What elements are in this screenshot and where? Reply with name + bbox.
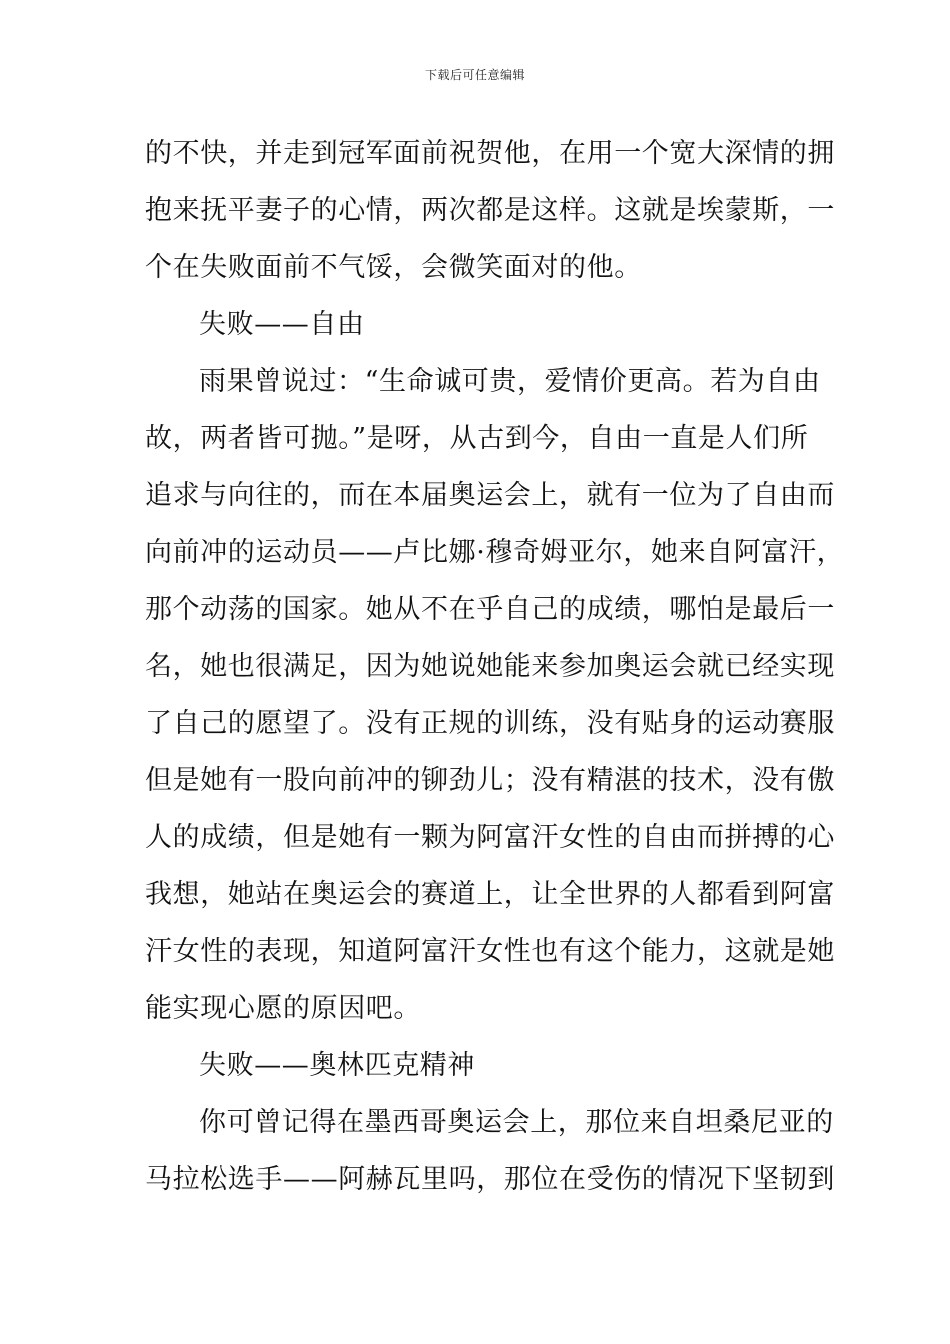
text-line: 个在失败面前不气馁，会微笑面对的他。 — [145, 252, 642, 283]
text-line: 抱来抚平妻子的心情，两次都是这样。这就是埃蒙斯，一 — [145, 195, 835, 226]
text-line: 了自己的愿望了。没有正规的训练，没有贴身的运动赛服 — [145, 708, 835, 739]
text-line: 的不快，并走到冠军面前祝贺他，在用一个宽大深情的拥 — [145, 138, 835, 169]
text-line: 人的成绩，但是她有一颗为阿富汗女性的自由而拼搏的心 — [145, 822, 835, 853]
text-line: 那个动荡的国家。她从不在乎自己的成绩，哪怕是最后一 — [145, 594, 835, 625]
text-line: 向前冲的运动员——卢比娜·穆奇姆亚尔，她来自阿富汗， — [145, 537, 845, 568]
paragraph-start: 雨果曾说过：“生命诚可贵，爱情价更高。若为自由 — [199, 366, 821, 397]
text-line: 名，她也很满足，因为她说她能来参加奥运会就已经实现 — [145, 651, 835, 682]
header-note: 下载后可任意编辑 — [424, 68, 525, 82]
text-line: 我想，她站在奥运会的赛道上，让全世界的人都看到阿富 — [145, 879, 835, 910]
text-line: 追求与向往的，而在本届奥运会上，就有一位为了自由而 — [145, 480, 835, 511]
section-heading-olympic-spirit: 失败——奥林匹克精神 — [199, 1050, 475, 1081]
text-line: 马拉松选手——阿赫瓦里吗，那位在受伤的情况下坚韧到 — [145, 1164, 835, 1195]
text-line: 汗女性的表现，知道阿富汗女性也有这个能力，这就是她 — [145, 936, 835, 967]
section-heading-freedom: 失败——自由 — [199, 309, 365, 340]
text-line: 能实现心愿的原因吧。 — [145, 993, 421, 1024]
body-text — [145, 125, 845, 1208]
paragraph-start: 你可曾记得在墨西哥奥运会上，那位来自坦桑尼亚的 — [199, 1107, 834, 1138]
text-line: 故，两者皆可抛。”是呀，从古到今，自由一直是人们所 — [145, 423, 809, 454]
text-line: 但是她有一股向前冲的铆劲儿；没有精湛的技术，没有傲 — [145, 765, 835, 796]
